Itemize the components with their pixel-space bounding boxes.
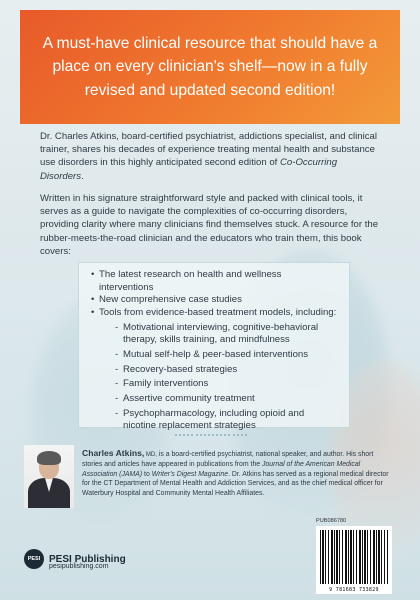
dotted-divider <box>175 434 247 440</box>
journal-title: Journal of the American Medical Association (JAMA) <box>82 460 361 478</box>
product-code: PUB086780 <box>316 518 347 524</box>
barcode <box>316 526 392 594</box>
intro-text: Dr. Charles Atkins, board-certified psychiatrist, addictions specialist, and clinical trainer, shares his decades of experience treating mental health and substance use disorders in this highly anticipated second edition of <box>40 131 377 169</box>
author-name: Charles Atkins, <box>82 448 145 458</box>
publisher-url: pesipublishing.com <box>49 563 109 570</box>
intro-paragraph-2: Written in his signature straightforward style and packed with clinical tools, it serves as a guide to navigate the complexities of co-occurring disorders, providing clarity where many clinicians find themselves stuck. A resource for the rubber-meets-the-road clinician and the educators who train them, this book covers: <box>40 193 379 257</box>
sub-list-item: - Motivational interviewing, cognitive-behavioral therapy, skills training, and mindfulness <box>115 321 319 346</box>
author-bio: Charles Atkins, MD, is a board-certified psychiatrist, national speaker, and author. His short stories and articles have appeared in publications from the Journal of the American Medical Association (JAMA) to Writer's Digest Magazine. Dr. Atkins has served as a regional medical director for the CT Department of Mental Health and Addiction Services, and as the chief medical officer for Waterbury Hospital and Community Mental Health Affiliates. <box>82 448 389 498</box>
barcode-block <box>316 518 398 594</box>
sub-list-item: - Recovery-based strategies <box>115 363 238 375</box>
isbn-digits: 9 781683 733829 <box>329 587 379 593</box>
sub-list-item: - Psychopharmacology, including opioid and nicotine replacement strategies <box>115 407 305 432</box>
sub-list-item: - Assertive community treatment <box>115 392 255 404</box>
book-title: Co-Occurring Disorders <box>40 157 338 182</box>
headline-text: A must-have clinical resource that should have a place on every clinician's shelf—now in a fully revised and updated second edition! <box>42 34 378 99</box>
list-item: • The latest research on health and wellness interventions <box>91 269 282 293</box>
barcode-bars <box>320 530 388 584</box>
magazine-title: Writer's Digest Magazine <box>151 470 229 478</box>
covers-list <box>91 269 337 433</box>
publisher-name: PESI Publishing <box>49 553 126 565</box>
pesi-logo-icon: PESI <box>24 549 44 569</box>
intro-paragraph-1 <box>40 130 382 183</box>
author-photo <box>24 445 74 508</box>
list-item: • New comprehensive case studies <box>91 294 242 306</box>
sub-list-item: - Mutual self-help & peer-based interventions <box>115 348 309 360</box>
author-degree: MD, <box>144 452 157 458</box>
list-item: • Tools from evidence-based treatment models, including: - Motivational interviewing, cognitive-behavioral therapy, skills training, and mindfulness - Mutual self-help & peer-based interventions - Recovery-based strategies - Family interventions - Assertive community treatment - Psychopharmacology, including opioid and nicotine replacement strategies <box>91 306 337 432</box>
intro-text-end: . <box>81 170 84 182</box>
headline-banner <box>20 10 400 124</box>
covers-sublist <box>99 322 337 433</box>
sub-list-item: - Family interventions <box>115 378 209 390</box>
covers-box <box>78 262 350 432</box>
